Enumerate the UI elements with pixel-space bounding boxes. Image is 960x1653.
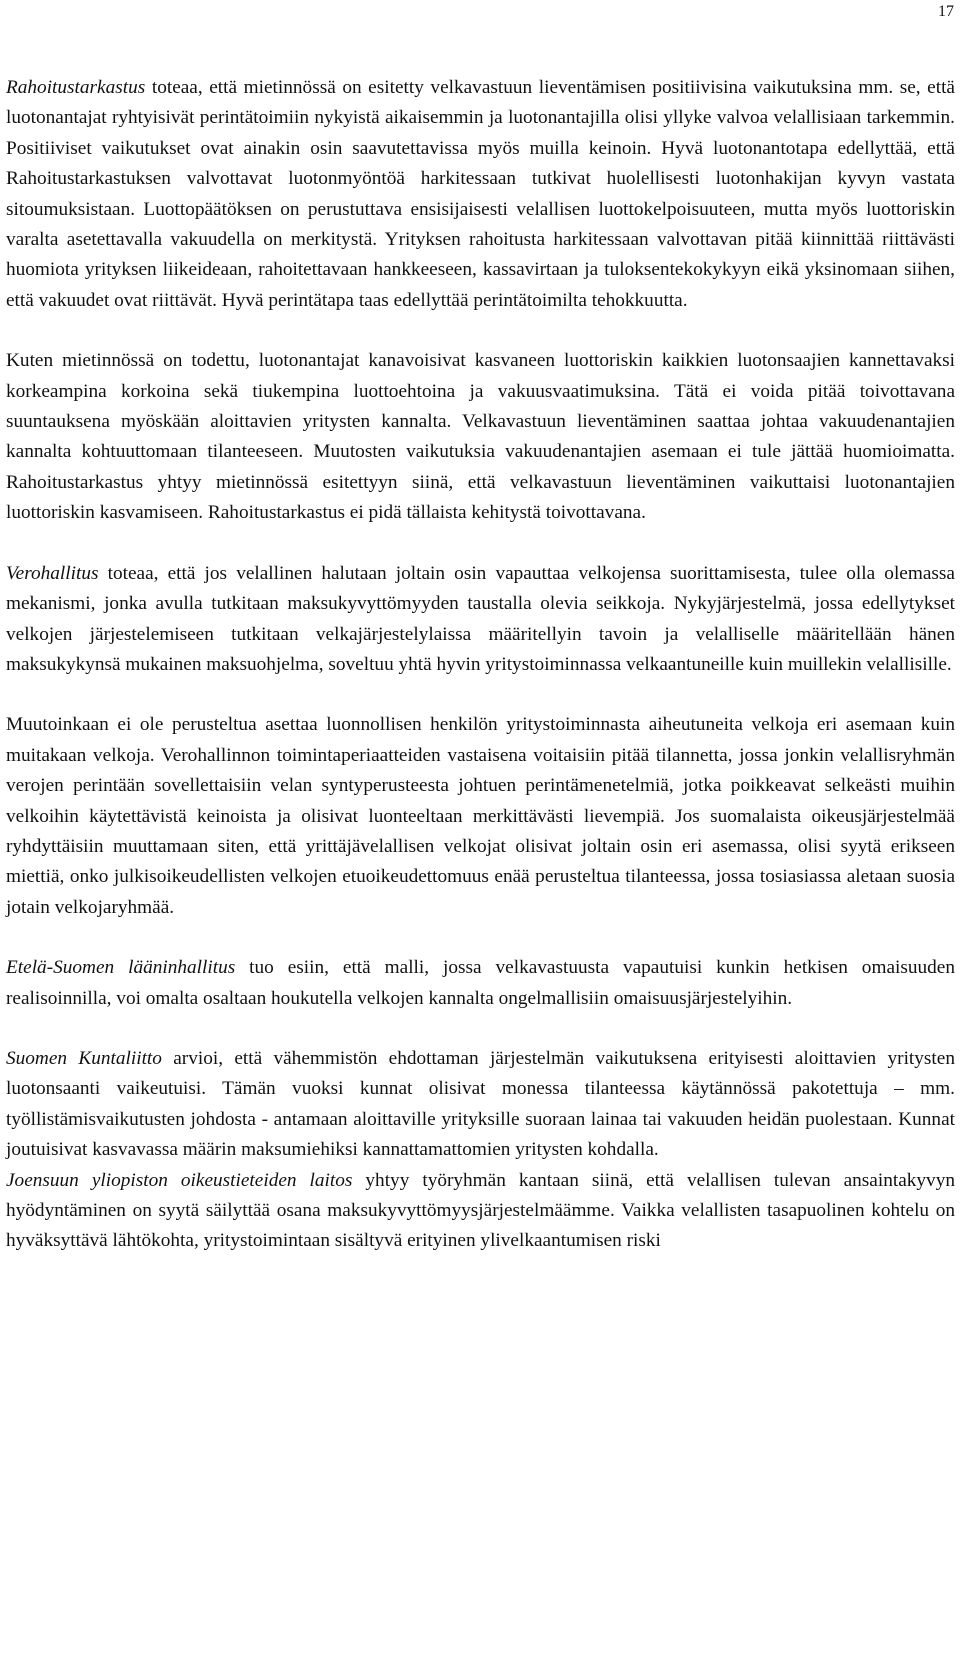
paragraph-luottoriski <box>6 346 955 528</box>
paragraph-verohallitus <box>6 559 955 681</box>
paragraph-text: toteaa, että mietinnössä on esitetty velkavastuun lieventämisen positiivisina vaikutuksina mm. se, että luotonantajat ryhtyisivät perintätoimiin nykyistä aikaisemmin ja luotonantajilla olisi yllyke valvoa velallisiaan tarkemmin. Positiiviset vaikutukset ovat ainakin osin saavutettavissa myös muilla keinoin. Hyvä luotonantotapa edellyttää, että Rahoitustarkastuksen valvottavat luotonmyöntöä harkitessaan tutkivat huolellisesti luotonhakijan kyvyn vastata sitoumuksistaan. Luottopäätöksen on perustuttava ensisijaisesti velallisen luottokelpoisuuteen, mutta myös luottoriskin varalta asetettavalla vakuudella on merkitystä. Yrityksen rahoitusta harkitessaan valvottavan pitää kiinnittää riittävästi huomiota yrityksen liikeideaan, rahoitettavaan hankkeeseen, kassavirtaan ja tuloksentekokykyyn eikä yksinomaan siihen, että vakuudet ovat riittävät. Hyvä perintätapa taas edellyttää perintätoimilta tehokkuutta. <box>6 77 955 311</box>
paragraph-suomen-kuntaliitto <box>6 1044 955 1166</box>
paragraph-muutoinkaan <box>6 710 955 923</box>
source-name: Joensuun yliopiston oikeustieteiden laitos <box>6 1169 353 1191</box>
source-name: Verohallitus <box>6 562 99 584</box>
paragraph-etela-suomen-laaninhallitus <box>6 953 955 1014</box>
source-name: Etelä-Suomen lääninhallitus <box>6 957 236 979</box>
paragraph-joensuun-yliopisto <box>6 1166 955 1257</box>
paragraph-text: yhtyy työryhmän kantaan siinä, että velallisen tulevan ansaintakyvyn hyödyntäminen on syytä säilyttää osana maksukyvyttömyysjärjestelmäämme. Vaikka velallisten tasapuolinen kohtelu on hyväksyttävä lähtökohta, yritystoimintaan sisältyvä erityinen ylivelkaantumisen riski <box>6 1169 955 1252</box>
document-body <box>6 73 955 1257</box>
paragraph-text: tuo esiin, että malli, jossa velkavastuusta vapautuisi kunkin hetkisen omaisuuden realisoinnilla, voi omalta osaltaan houkutella velkojen kannalta ongelmallisiin omaisuusjärjestelyihin. <box>6 957 955 1009</box>
paragraph-text: arvioi, että vähemmistön ehdottaman järjestelmän vaikutuksena erityisesti aloittavien yritysten luotonsaanti vaikeutuisi. Tämän vuoksi kunnat olisivat monessa tilanteessa käytännössä pakotettuja – mm. työllistämisvaikutusten johdosta - antamaan aloittaville yrityksille suoraan lainaa tai vakuuden heidän puolestaan. Kunnat joutuisivat kasvavassa määrin maksumiehiksi kannattamattomien yritysten kohdalla. <box>6 1047 955 1161</box>
paragraph-rahoitustarkastus <box>6 73 955 316</box>
paragraph-text: Kuten mietinnössä on todettu, luotonantajat kanavoisivat kasvaneen luottoriskin kaikkien luotonsaajien kannettavaksi korkeampina korkoina sekä tiukempina luottoehtoina ja vakuusvaatimuksina. Tätä ei voida pitää toivottavana suuntauksena myöskään aloittavien yritysten kannalta. Velkavastuun lieventäminen saattaa johtaa vakuudenantajien kannalta kohtuuttomaan tilanteeseen. Muutosten vaikutuksia vakuudenantajien asemaan ei tule jättää huomioimatta. Rahoitustarkastus yhtyy mietinnössä esitettyyn siinä, että velkavastuun lieventäminen vaikuttaisi luotonantajien luottoriskin kasvamiseen. Rahoitustarkastus ei pidä tällaista kehitystä toivottavana. <box>6 350 955 524</box>
source-name: Rahoitustarkastus <box>6 77 146 98</box>
paragraph-text: toteaa, että jos velallinen halutaan joltain osin vapauttaa velkojensa suorittamisesta, tulee olla olemassa mekanismi, jonka avulla tutkitaan maksukyvyttömyyden taustalla olevia seikkoja. Nykyjärjestelmä, jossa edellytykset velkojen järjestelemiseen tutkitaan velkajärjestelylaissa määritellyin tavoin ja velalliselle määritellään hänen maksukykynsä mukainen maksuohjelma, soveltuu yhtä hyvin yritystoiminnassa velkaantuneille kuin muillekin velallisille. <box>6 562 955 675</box>
source-name: Suomen Kuntaliitto <box>6 1047 162 1069</box>
paragraph-text: Muutoinkaan ei ole perusteltua asettaa luonnollisen henkilön yritystoiminnasta aiheutuneita velkoja eri asemaan kuin muitakaan velkoja. Verohallinnon toimintaperiaatteiden vastaisena voitaisiin pitää tilannetta, jossa jonkin velallisryhmän verojen perintään sovellettaisiin velan syntyperusteesta johtuen perintämenetelmiä, jotka poikkeavat selkeästi muihin velkoihin käytettävistä keinoista ja olisivat luonteeltaan merkittävästi lievempiä. Jos suomalaista oikeusjärjestelmää ryhdyttäisiin muuttamaan siten, että yrittäjävelallisen velkojat olisivat joltain osin eri asemassa, olisi syytä erikseen miettiä, onko julkisoikeudellisten velkojen etuoikeudettomuus enää perusteltua tilanteessa, jossa tosiasiassa aletaan suosia jotain velkojaryhmää. <box>6 714 955 918</box>
page-number: 17 <box>938 3 954 20</box>
